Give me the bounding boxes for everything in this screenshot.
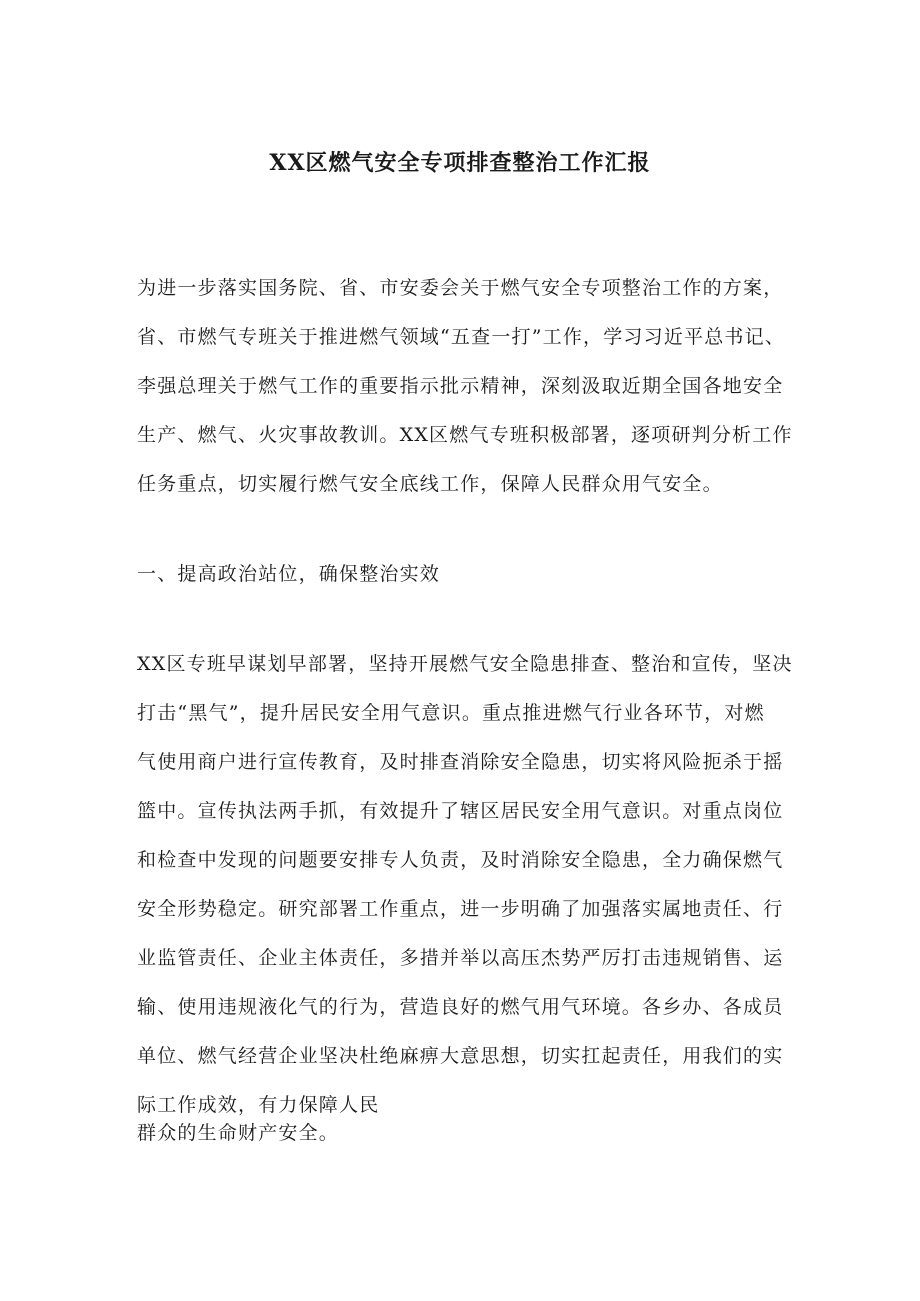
body-line: 安全形势稳定。研究部署工作重点，进一步明确了加强落实属地责任、行	[137, 898, 784, 920]
body-line: 和检查中发现的问题要安排专人负责，及时消除安全隐患，全力确保燃气	[137, 849, 784, 871]
body-line: 篮中。宣传执法两手抓，有效提升了辖区居民安全用气意识。对重点岗位	[137, 800, 784, 822]
document-title: XX区燃气安全专项排查整治工作汇报	[269, 150, 651, 176]
section-heading: 一、提高政治站位，确保整治实效	[137, 563, 441, 585]
section-body-paragraph	[137, 640, 793, 1130]
intro-line: 任务重点，切实履行燃气安全底线工作，保障人民群众用气安全。	[137, 473, 723, 495]
body-line: 打击“黑气”，提升居民安全用气意识。重点推进燃气行业各环节，对燃	[137, 702, 765, 724]
body-line: 输、使用违规液化气的行为，营造良好的燃气用气环境。各乡办、各成员	[137, 996, 784, 1018]
intro-line: 省、市燃气专班关于推进燃气领域“五查一打”工作，学习习近平总书记、	[137, 326, 786, 348]
body-line: 业监管责任、企业主体责任，多措并举以高压杰势严厉打击违规销售、运	[137, 947, 784, 969]
body-line: 单位、燃气经营企业坚决杜绝麻痹大意思想，切实扛起责任，用我们的实	[137, 1045, 784, 1067]
body-line: 际工作成效，有力保障人民	[137, 1094, 380, 1116]
body-line: XX区专班早谋划早部署，坚持开展燃气安全隐患排查、整治和宣传，坚决	[137, 653, 793, 675]
intro-paragraph	[137, 264, 793, 509]
body-line: 气使用商户进行宣传教育，及时排查消除安全隐患，切实将风险扼杀于摇	[137, 751, 784, 773]
intro-line: 生产、燃气、火灾事故教训。XX区燃气专班积极部署，逐项研判分析工作	[137, 424, 793, 446]
body-tail-line: 群众的生命财产安全。	[137, 1122, 340, 1144]
intro-line: 李强总理关于燃气工作的重要指示批示精神，深刻汲取近期全国各地安全	[137, 375, 784, 397]
intro-line: 为进一步落实国务院、省、市安委会关于燃气安全专项整治工作的方案，	[137, 277, 784, 299]
